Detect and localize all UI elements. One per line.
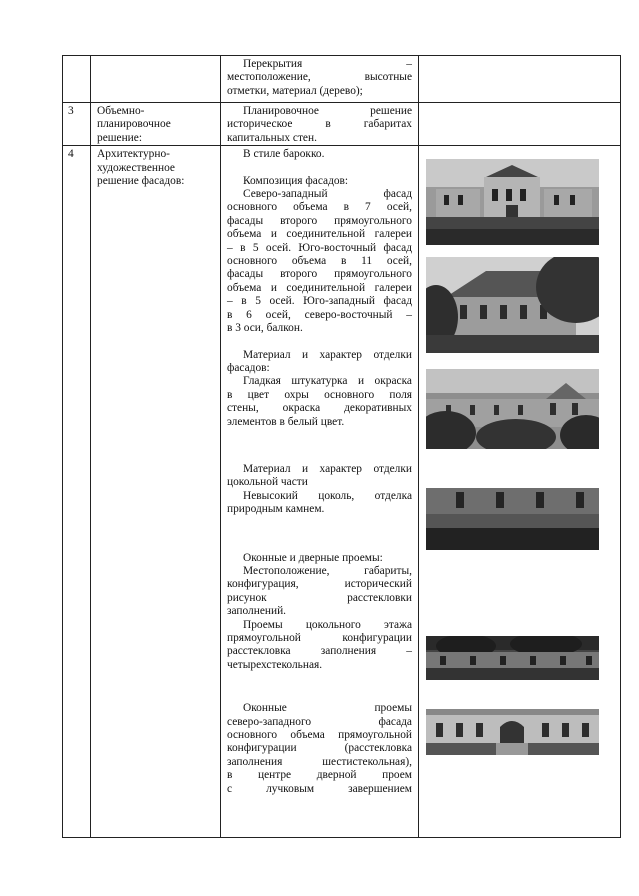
text-line: Гладкая штукатурка и окраска xyxy=(243,375,412,388)
label-line: решение фасадов: xyxy=(97,175,185,188)
text-line: стены, окраска декоративных xyxy=(227,402,412,415)
text-line: северо-западного фасада xyxy=(227,715,412,728)
plinth-heading: цокольной части xyxy=(227,476,308,489)
text-line: объема и соединительной галереи xyxy=(227,281,412,294)
text-line: заполнения шестистекольная), xyxy=(227,755,412,768)
style-text: В стиле барокко. xyxy=(243,148,325,161)
text-line: с лучковым завершением xyxy=(227,782,412,795)
openings-heading: Оконные и дверные проемы: xyxy=(243,551,383,564)
text-line: Планировочное решение xyxy=(243,105,412,117)
text-line: Перекрытия – xyxy=(243,58,412,70)
label-cell xyxy=(91,56,221,103)
text-line: Невысокий цоколь, отделка xyxy=(243,489,412,502)
text-line: в цвет охры основного поля xyxy=(227,388,412,401)
row-number: 3 xyxy=(63,103,91,146)
description-cell xyxy=(221,146,419,838)
text-line: расстекловка заполнения – xyxy=(227,645,412,658)
text-line: в 3 оси, балкон. xyxy=(227,322,303,335)
basement-windows-photo-icon xyxy=(426,636,599,680)
text-line: Местоположение, габариты, xyxy=(243,564,412,577)
text-line: в центре дверной проем xyxy=(227,769,412,782)
text-line: рисунок расстекловки xyxy=(227,591,412,604)
material-heading: Материал и характер отделки xyxy=(243,348,412,361)
text-line: основного объема в 7 осей, xyxy=(227,201,412,214)
row-label xyxy=(91,146,221,838)
text-line: отметки, материал (дерево); xyxy=(227,84,363,97)
nw-facade-photo-icon xyxy=(426,709,599,755)
table-row xyxy=(63,103,621,146)
label-line: Архитектурно- xyxy=(97,148,170,161)
text-line: Оконные проемы xyxy=(243,702,412,715)
label-line: решение: xyxy=(97,131,142,144)
text-line: заполнений. xyxy=(227,605,287,618)
photo-cell xyxy=(419,103,621,146)
photo-cell xyxy=(419,146,621,838)
text-line: объема и соединительной галереи xyxy=(227,228,412,241)
facade-photo-icon xyxy=(426,369,599,449)
text-line: Проемы цокольного этажа xyxy=(243,618,412,631)
composition-heading: Композиция фасадов: xyxy=(243,174,349,187)
text-line: основного объема прямоугольной xyxy=(227,729,412,742)
text-line: историческое в габаритах xyxy=(227,118,412,131)
text-line: элементов в белый цвет. xyxy=(227,415,345,428)
text-line: прямоугольной конфигурации xyxy=(227,632,412,644)
row-label xyxy=(91,103,221,146)
plinth-photo-icon xyxy=(426,488,599,550)
text-line: конфигурация, исторический xyxy=(227,578,412,591)
description-cell xyxy=(221,56,419,103)
text-line: капитальных стен. xyxy=(227,131,317,144)
text-line: – в 5 осей. Юго-восточный фасад xyxy=(227,241,412,254)
num-cell xyxy=(63,56,91,103)
text-line: природным камнем. xyxy=(227,503,325,516)
photo-cell xyxy=(419,56,621,103)
text-line: в 6 осей, северо-восточный – xyxy=(227,308,412,321)
facade-photo-icon xyxy=(426,159,599,245)
text-line: фасады второго прямоугольного xyxy=(227,268,412,281)
row-number: 4 xyxy=(63,146,91,838)
text-line: основного объема в 11 осей, xyxy=(227,255,412,268)
text-line: фасады второго прямоугольного xyxy=(227,214,412,227)
text-line: местоположение, высотные xyxy=(227,71,412,84)
text-line: – в 5 осей. Юго-западный фасад xyxy=(227,295,412,308)
label-line: Объемно- xyxy=(97,105,145,117)
text-line: четырехстекольная. xyxy=(227,658,323,671)
text-line: конфигурации (расстекловка xyxy=(227,742,412,755)
facade-protection-table xyxy=(62,55,621,838)
table-row xyxy=(63,56,621,103)
label-line: художественное xyxy=(97,161,175,174)
table-row xyxy=(63,146,621,838)
material-heading: фасадов: xyxy=(227,361,270,374)
text-line: Северо-западный фасад xyxy=(243,188,412,201)
label-line: планировочное xyxy=(97,118,171,131)
description-cell xyxy=(221,103,419,146)
facade-photo-icon xyxy=(426,257,599,353)
plinth-heading: Материал и характер отделки xyxy=(243,462,412,475)
